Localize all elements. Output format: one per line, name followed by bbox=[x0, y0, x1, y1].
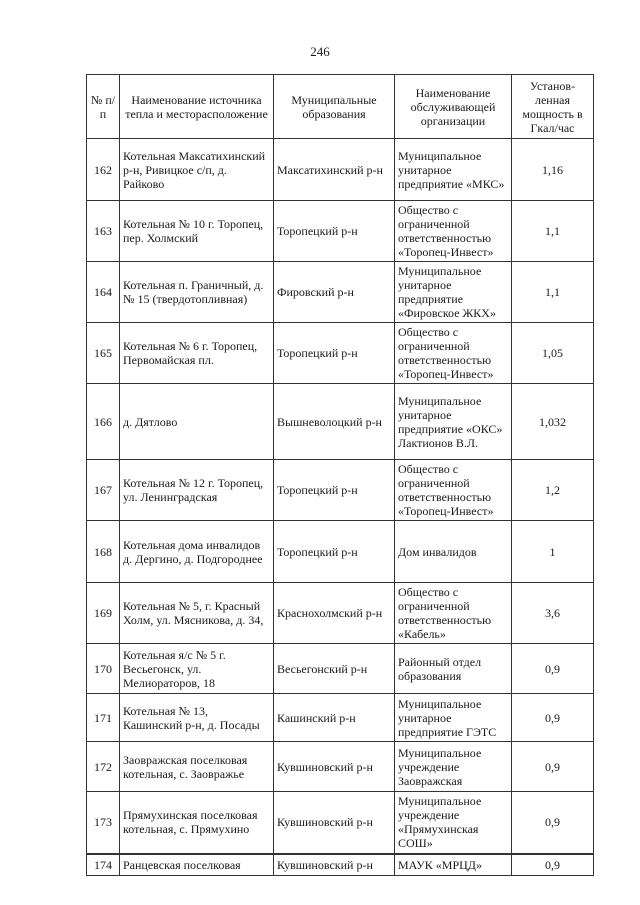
header-source: Наименование источника тепла и месторасположение bbox=[120, 75, 274, 139]
table-row bbox=[87, 644, 594, 694]
row-municipality: Торопецкий р-н bbox=[274, 201, 395, 262]
row-source: Котельная дома инвалидов д. Дергино, д. Подгороднее bbox=[120, 521, 274, 583]
row-organization: Районный отдел образования bbox=[395, 644, 512, 694]
row-source: Котельная Максатихинский р-н, Ривицкое с/п, д. Райково bbox=[120, 139, 274, 201]
row-power: 1,1 bbox=[512, 262, 594, 323]
row-municipality: Торопецкий р-н bbox=[274, 521, 395, 583]
row-num: 174 bbox=[87, 854, 120, 876]
table-row bbox=[87, 694, 594, 742]
row-power: 0,9 bbox=[512, 854, 594, 876]
row-organization: Общество с ограниченной ответственностью «Торопец-Инвест» bbox=[395, 201, 512, 262]
table-row bbox=[87, 742, 594, 792]
row-organization: Дом инвалидов bbox=[395, 521, 512, 583]
row-num: 168 bbox=[87, 521, 120, 583]
row-municipality: Краснохолмский р-н bbox=[274, 583, 395, 644]
row-power: 1,2 bbox=[512, 460, 594, 521]
table-row bbox=[87, 262, 594, 323]
table-row bbox=[87, 521, 594, 583]
row-municipality: Вышневолоцкий р-н bbox=[274, 384, 395, 460]
row-municipality: Весьегонский р-н bbox=[274, 644, 395, 694]
row-organization: Общество с ограниченной ответственностью «Торопец-Инвест» bbox=[395, 323, 512, 384]
table-header-row bbox=[87, 75, 594, 139]
row-organization: МАУК «МРЦД» bbox=[395, 854, 512, 876]
table-row bbox=[87, 792, 594, 854]
table-row bbox=[87, 460, 594, 521]
row-power: 0,9 bbox=[512, 694, 594, 742]
row-municipality: Торопецкий р-н bbox=[274, 323, 395, 384]
row-municipality: Фировский р-н bbox=[274, 262, 395, 323]
row-num: 166 bbox=[87, 384, 120, 460]
table-row bbox=[87, 583, 594, 644]
row-source: Прямухинская поселковая котельная, с. Прямухино bbox=[120, 792, 274, 854]
row-source: Ранцевская поселковая bbox=[120, 854, 274, 876]
row-num: 165 bbox=[87, 323, 120, 384]
header-power: Установ-ленная мощность в Гкал/час bbox=[512, 75, 594, 139]
row-municipality: Кувшиновский р-н bbox=[274, 742, 395, 792]
row-source: Котельная п. Граничный, д. № 15 (твердотопливная) bbox=[120, 262, 274, 323]
row-num: 170 bbox=[87, 644, 120, 694]
row-power: 1 bbox=[512, 521, 594, 583]
row-num: 171 bbox=[87, 694, 120, 742]
header-municipality: Муниципальные образования bbox=[274, 75, 395, 139]
header-num: № п/п bbox=[87, 75, 120, 139]
row-source: Котельная № 10 г. Торопец, пер. Холмский bbox=[120, 201, 274, 262]
row-organization: Муниципальное унитарное предприятие «ОКС» Лактионов В.Л. bbox=[395, 384, 512, 460]
row-organization: Муниципальное учреждение «Прямухинская СОШ» bbox=[395, 792, 512, 854]
row-power: 0,9 bbox=[512, 792, 594, 854]
row-municipality: Кашинский р-н bbox=[274, 694, 395, 742]
row-organization: Муниципальное унитарное предприятие ГЭТС bbox=[395, 694, 512, 742]
row-municipality: Кувшиновский р-н bbox=[274, 854, 395, 876]
row-power: 1,16 bbox=[512, 139, 594, 201]
row-organization: Общество с ограниченной ответственностью «Кабель» bbox=[395, 583, 512, 644]
row-organization: Общество с ограниченной ответственностью «Торопец-Инвест» bbox=[395, 460, 512, 521]
row-source: д. Дятлово bbox=[120, 384, 274, 460]
row-municipality: Торопецкий р-н bbox=[274, 460, 395, 521]
table-row bbox=[87, 384, 594, 460]
row-num: 164 bbox=[87, 262, 120, 323]
table-row bbox=[87, 854, 594, 876]
row-num: 167 bbox=[87, 460, 120, 521]
row-power: 1,1 bbox=[512, 201, 594, 262]
row-organization: Муниципальное унитарное предприятие «МКС» bbox=[395, 139, 512, 201]
row-num: 163 bbox=[87, 201, 120, 262]
row-num: 169 bbox=[87, 583, 120, 644]
row-source: Котельная № 5, г. Красный Холм, ул. Мясникова, д. 34, bbox=[120, 583, 274, 644]
table-row bbox=[87, 323, 594, 384]
row-power: 1,05 bbox=[512, 323, 594, 384]
row-power: 0,9 bbox=[512, 742, 594, 792]
row-source: Котельная я/с № 5 г. Весьегонск, ул. Мелиораторов, 18 bbox=[120, 644, 274, 694]
row-num: 173 bbox=[87, 792, 120, 854]
row-power: 0,9 bbox=[512, 644, 594, 694]
heat-sources-table bbox=[86, 74, 594, 876]
row-power: 3,6 bbox=[512, 583, 594, 644]
row-municipality: Кувшиновский р-н bbox=[274, 792, 395, 854]
row-num: 172 bbox=[87, 742, 120, 792]
table-row bbox=[87, 201, 594, 262]
table-row bbox=[87, 139, 594, 201]
row-organization: Муниципальное унитарное предприятие «Фировское ЖКХ» bbox=[395, 262, 512, 323]
page-number: 246 bbox=[310, 44, 330, 59]
row-power: 1,032 bbox=[512, 384, 594, 460]
row-source: Котельная № 6 г. Торопец, Первомайская пл. bbox=[120, 323, 274, 384]
row-organization: Муниципальное учреждение Заовражская bbox=[395, 742, 512, 792]
row-source: Котельная № 12 г. Торопец, ул. Ленинградская bbox=[120, 460, 274, 521]
row-source: Заовражская поселковая котельная, с. Заовражье bbox=[120, 742, 274, 792]
row-num: 162 bbox=[87, 139, 120, 201]
row-source: Котельная № 13, Кашинский р-н, д. Посады bbox=[120, 694, 274, 742]
header-organization: Наименование обслуживающей организации bbox=[395, 75, 512, 139]
row-municipality: Максатихинский р-н bbox=[274, 139, 395, 201]
